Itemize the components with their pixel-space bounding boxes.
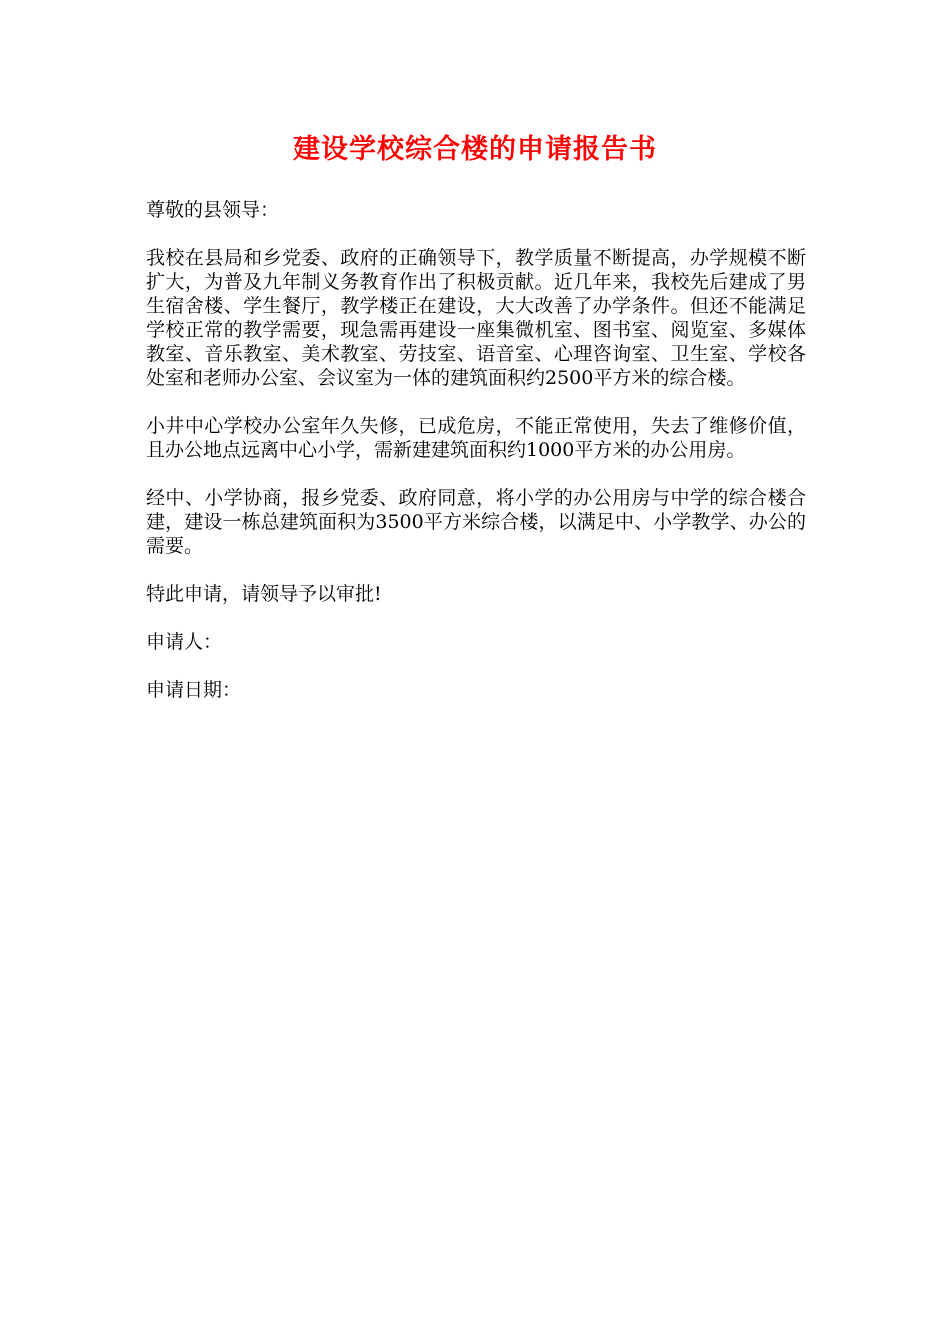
salutation: 尊敬的县领导： (146, 199, 280, 221)
date-label: 申请日期： (146, 679, 242, 701)
paragraph-plan: 经中、小学协商，报乡党委、政府同意，将小学的办公用房与中学的综合楼合建，建设一栋总建筑面积为3500平方米综合楼，以满足中、小学教学、办公的需要。 (146, 487, 806, 557)
document-body (146, 198, 806, 726)
paragraph-office: 小井中心学校办公室年久失修，已成危房，不能正常使用，失去了维修价值，且办公地点远离中心小学，需新建建筑面积约1000平方米的办公用房。 (146, 415, 806, 461)
paragraph-request: 特此申请，请领导予以审批! (146, 583, 382, 605)
paragraph-reason: 我校在县局和乡党委、政府的正确领导下，教学质量不断提高，办学规模不断扩大，为普及九年制义务教育作出了积极贡献。近几年来，我校先后建成了男生宿舍楼、学生餐厅，教学楼正在建设，大大改善了办学条件。但还不能满足学校正常的教学需要，现急需再建设一座集微机室、图书室、阅览室、多媒体教室、音乐教室、美术教室、劳技室、语音室、心理咨询室、卫生室、学校各处室和老师办公室、会议室为一体的建筑面积约2500平方米的综合楼。 (146, 247, 806, 389)
document-title: 建设学校综合楼的申请报告书 (293, 134, 657, 165)
applicant-label: 申请人： (146, 631, 223, 653)
